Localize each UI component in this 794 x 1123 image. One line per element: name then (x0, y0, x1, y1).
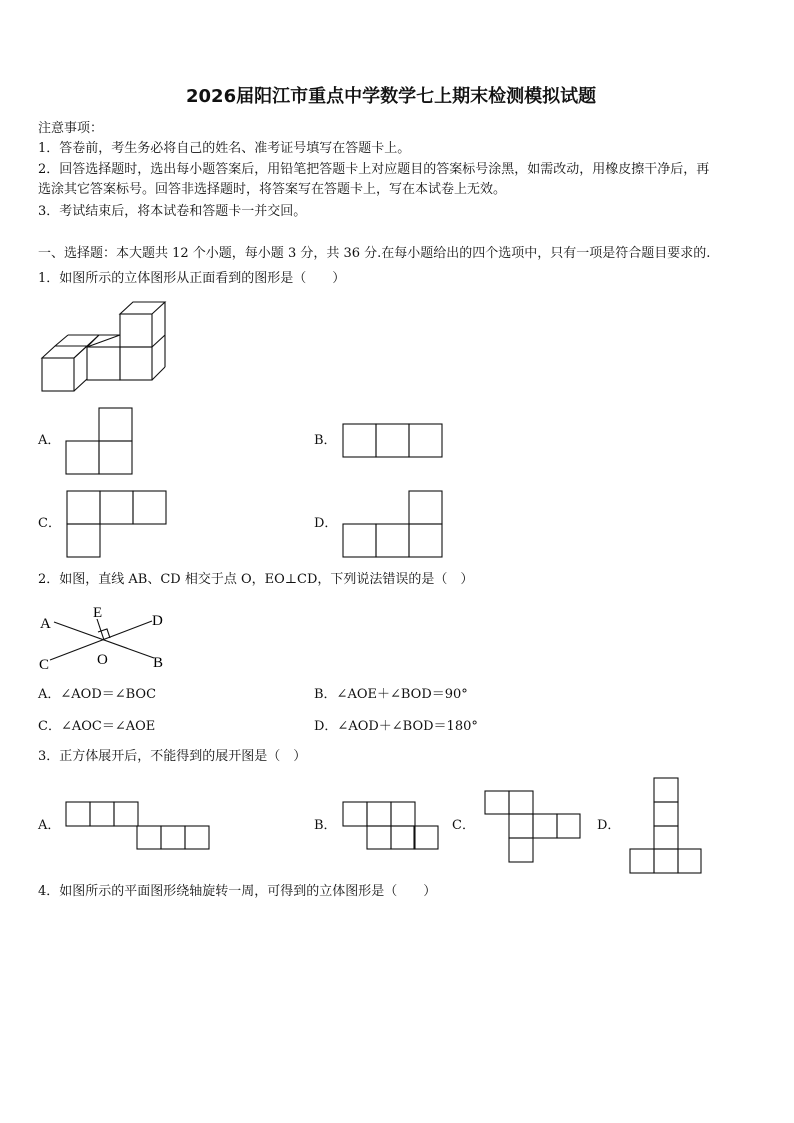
notice-item-3: 3．考试结束后，将本试卷和答题卡一并交回。 (38, 204, 307, 219)
q2-option-a: A．∠AOD＝∠BOC (38, 687, 157, 702)
q2-option-d: D．∠AOD＋∠BOD＝180° (314, 719, 478, 734)
section-heading: 一、选择题：本大题共 12 个小题，每小题 3 分，共 36 分.在每小题给出的四个选项中，只有一项是符合题目要求的. (38, 246, 711, 261)
q3-option-b-label: B． (314, 818, 337, 833)
q1-option-a-figure (66, 407, 134, 475)
notice-item-2-line-2: 选涂其它答案标号。回答非选择题时，将答案写在答题卡上，写在本试卷上无效。 (38, 182, 507, 197)
q3-option-c-label: C． (452, 818, 475, 833)
q3-option-c-net (484, 790, 581, 863)
q1-option-d-figure (342, 490, 443, 558)
q3-option-a-label: A． (38, 818, 61, 833)
q1-option-d-label: D． (314, 516, 338, 531)
label-e: E (93, 605, 103, 621)
label-a: A (40, 616, 51, 632)
notice-item-2-line-1: 2．回答选择题时，选出每小题答案后，用铅笔把答题卡上对应题目的答案标号涂黑，如需改动，用橡皮擦干净后，再 (38, 162, 710, 177)
notice-heading: 注意事项： (38, 121, 104, 136)
q2-option-c: C．∠AOC＝∠AOE (38, 719, 156, 734)
q1-option-b-label: B． (314, 433, 337, 448)
q2-option-b: B．∠AOE＋∠BOD＝90° (314, 687, 468, 702)
q1-option-a-label: A． (38, 433, 61, 448)
q1-option-c-figure (66, 490, 167, 558)
q3-stem: 3．正方体展开后，不能得到的展开图是（ ） (38, 749, 307, 764)
label-c: C (39, 657, 50, 673)
label-o: O (97, 652, 108, 668)
q1-option-c-label: C． (38, 516, 61, 531)
q1-option-b-figure (342, 423, 443, 458)
q3-option-d-net (629, 777, 702, 874)
q2-stem: 2．如图，直线 AB、CD 相交于点 O，EO⊥CD，下列说法错误的是（ ） (38, 572, 474, 587)
q4-stem: 4．如图所示的平面图形绕轴旋转一周，可得到的立体图形是（ ） (38, 884, 437, 899)
q1-stem: 1．如图所示的立体图形从正面看到的图形是（ ） (38, 271, 346, 286)
page-title: 2026届阳江市重点中学数学七上期末检测模拟试题 (186, 86, 597, 107)
q3-option-d-label: D． (597, 818, 621, 833)
q3-option-b-net (342, 801, 439, 850)
q3-option-a-net (65, 801, 210, 850)
q1-solid-figure (40, 300, 170, 395)
label-b: B (153, 655, 164, 671)
q2-intersecting-lines-figure (36, 600, 176, 675)
label-d: D (152, 613, 163, 629)
notice-item-1: 1．答卷前，考生务必将自己的姓名、准考证号填写在答题卡上。 (38, 141, 411, 156)
